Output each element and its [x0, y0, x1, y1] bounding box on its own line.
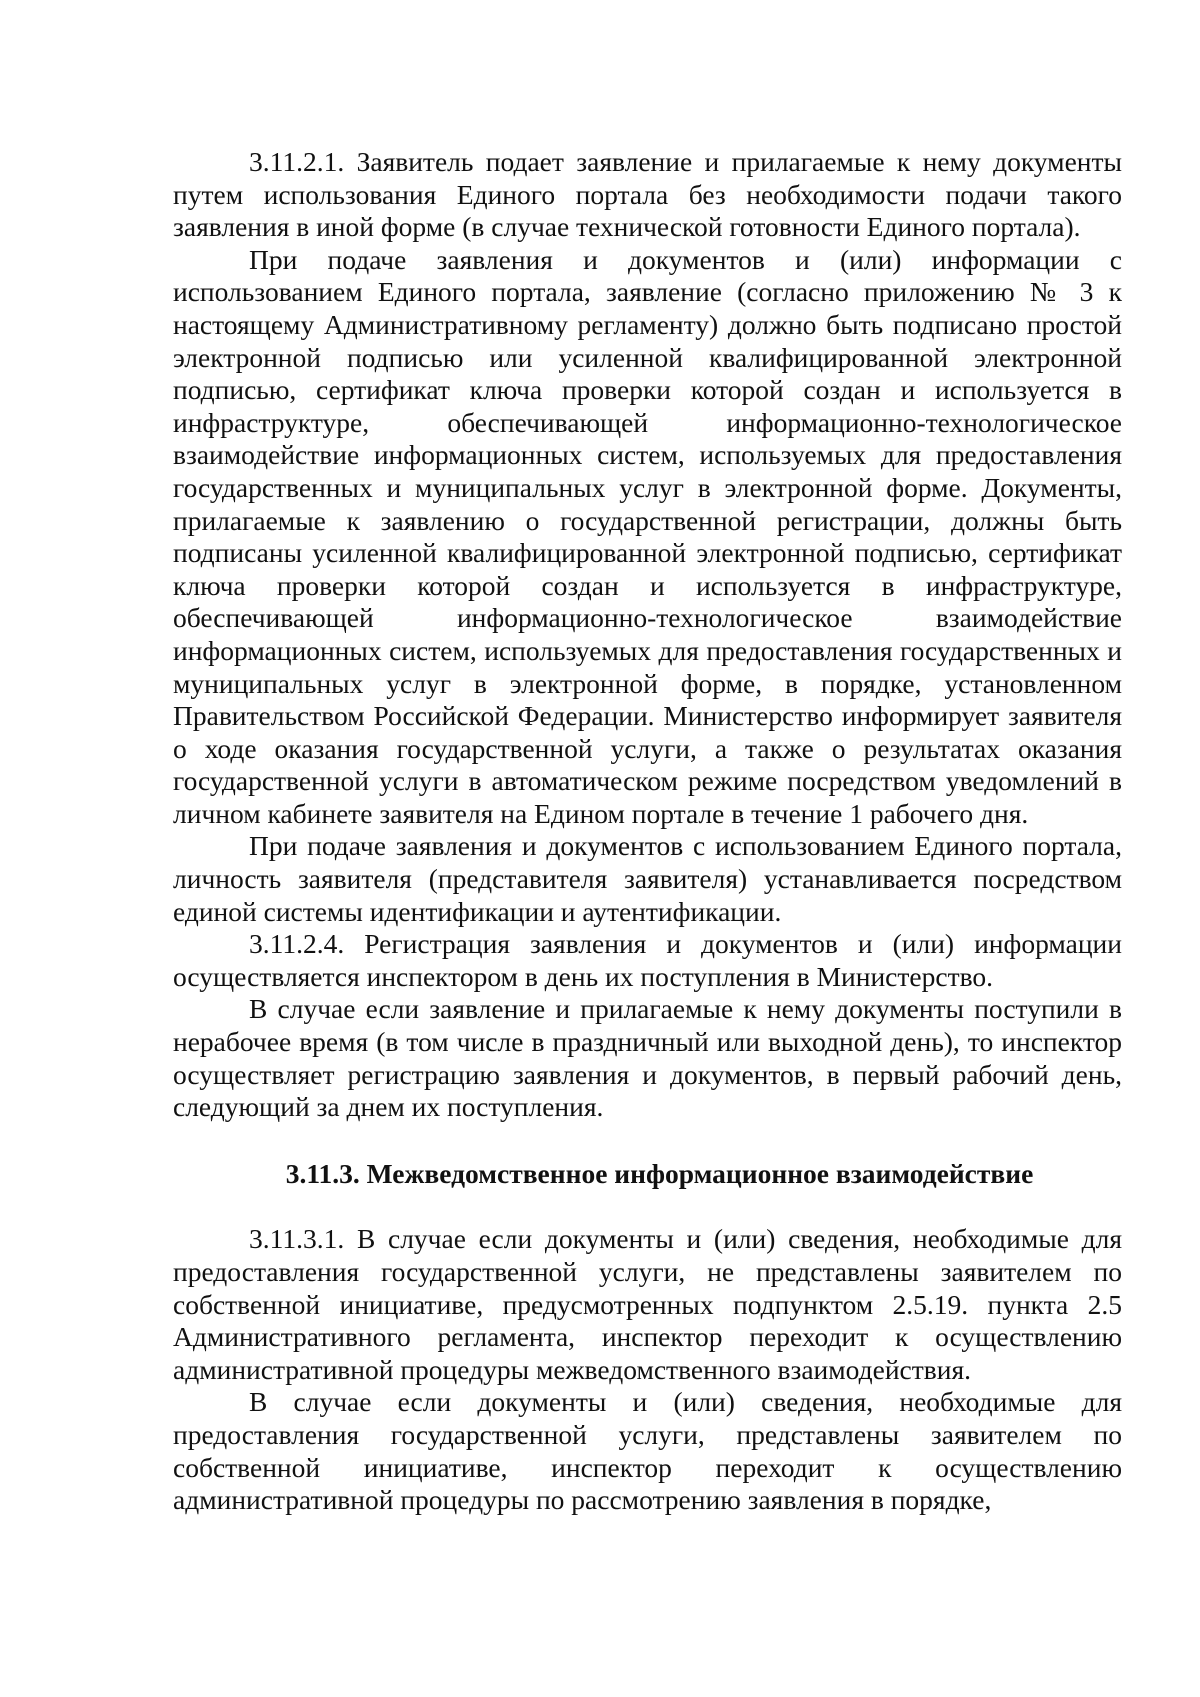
paragraph-identity-verification: При подаче заявления и документов с использованием Единого портала, личность заявителя (представителя заявителя) устанавливается посредством единой системы идентификации и аутентификации. — [173, 830, 1122, 927]
paragraph-signature-requirements: При подаче заявления и документов и (или) информации с использованием Единого портала, заявление (согласно приложению № 3 к настоящему Административному регламенту) должно быть подписано простой электронной подписью или усиленной квалифицированной электронной подписью, сертификат ключа проверки которой создан и используется в инфраструктуре, обеспечивающей информационно-технологическое взаимодействие информационных систем, используемых для предоставления государственных и муниципальных услуг в электронной форме. Документы, прилагаемые к заявлению о государственной регистрации, должны быть подписаны усиленной квалифицированной электронной подписью, сертификат ключа проверки которой создан и используется в инфраструктуре, обеспечивающей информационно-технологическое взаимодействие информационных систем, используемых для предоставления государственных и муниципальных услуг в электронной форме, в порядке, установленном Правительством Российской Федерации. Министерство информирует заявителя о ходе оказания государственной услуги, а также о результатах оказания государственной услуги в автоматическом режиме посредством уведомлений в личном кабинете заявителя на Едином портале в течение 1 рабочего дня. — [173, 243, 1122, 829]
paragraph-3-11-2-4: 3.11.2.4. Регистрация заявления и документов и (или) информации осуществляется инспектором в день их поступления в Министерство. — [173, 928, 1122, 992]
section-heading-3-11-3: 3.11.3. Межведомственное информационное взаимодействие — [285, 1157, 1034, 1189]
document-body — [173, 146, 1122, 1517]
paragraph-3-11-2-1: 3.11.2.1. Заявитель подает заявление и прилагаемые к нему документы путем использования Единого портала без необходимости подачи такого заявления в иной форме (в случае технической готовности Единого портала). — [173, 146, 1122, 243]
paragraph-own-initiative: В случае если документы и (или) сведения, необходимые для предоставления государственной услуги, представлены заявителем по собственной инициативе, инспектор переходит к осуществлению административной процедуры по рассмотрению заявления в порядке, — [173, 1386, 1122, 1516]
paragraph-3-11-3-1: 3.11.3.1. В случае если документы и (или) сведения, необходимые для предоставления государственной услуги, не представлены заявителем по собственной инициативе, предусмотренных подпунктом 2.5.19. пункта 2.5 Административного регламента, инспектор переходит к осуществлению административной процедуры межведомственного взаимодействия. — [173, 1223, 1122, 1385]
paragraph-non-working-time: В случае если заявление и прилагаемые к нему документы поступили в нерабочее время (в том числе в праздничный или выходной день), то инспектор осуществляет регистрацию заявления и документов, в первый рабочий день, следующий за днем их поступления. — [173, 993, 1122, 1123]
